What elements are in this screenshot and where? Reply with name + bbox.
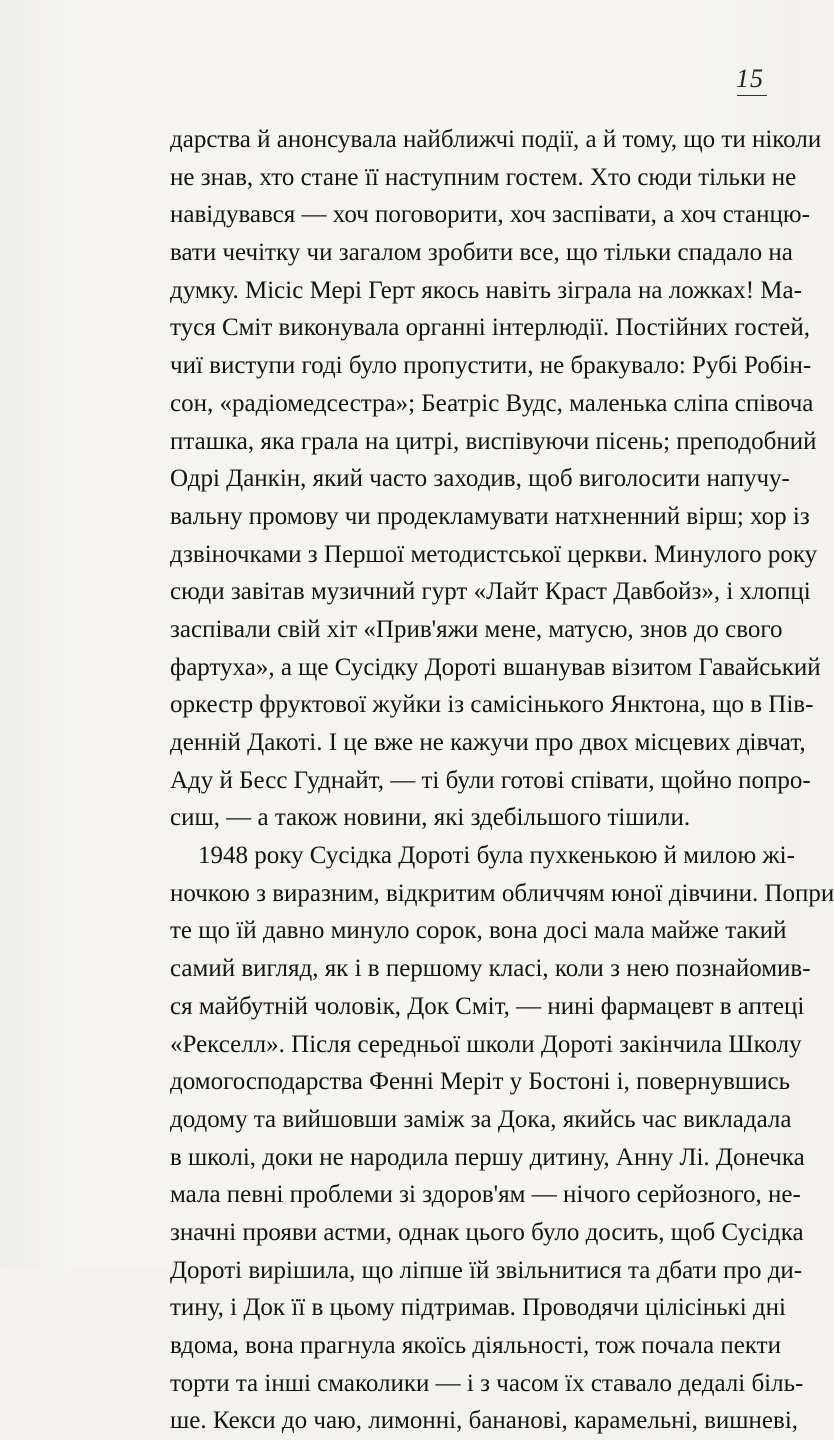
text-line: Дороті вирішила, що ліпше їй звільнитися та дбати про ди- <box>170 1256 803 1284</box>
text-line: не знав, хто стане її наступним гостем. Хто сюди тільки не <box>170 163 797 191</box>
text-line: пташка, яка грала на цитрі, виспівуючи пісень; преподобний <box>170 427 817 455</box>
text-line: сиш, — а також новини, які здебільшого тішили. <box>170 804 691 832</box>
text-line: ше. Кекси до чаю, лимонні, бананові, карамельні, вишневі, <box>170 1407 799 1435</box>
text-line: чиї виступи годі було пропустити, не бракувало: Рубі Робін- <box>170 352 812 380</box>
body-text <box>170 121 834 1440</box>
text-line: тину, і Док її в цьому підтримав. Проводячи цілісінькі дні <box>170 1294 786 1322</box>
paragraph-first-line: 1948 року Сусідка Дороті була пухкенькою й милою жі- <box>198 842 795 870</box>
text-line: ся майбутній чоловік, Док Сміт, — нині фармацевт в аптеці <box>170 992 805 1020</box>
text-line: самий вигляд, як і в першому класі, коли з нею познайомив- <box>170 955 811 983</box>
text-line: мала певні проблеми зі здоров'ям — нічого серйозного, не- <box>170 1181 801 1209</box>
text-line: вальну промову чи продекламувати натхненний вірш; хор із <box>170 502 810 530</box>
text-line: сюди завітав музичний гурт «Лайт Краст Давбойз», і хлопці <box>170 578 811 606</box>
text-line: вдома, вона прагнула якоїсь діяльності, тож почала пекти <box>170 1332 781 1359</box>
page-number: 15 <box>736 64 764 93</box>
page-number-underline <box>737 95 767 96</box>
text-line: «Рекселл». Після середньої школи Дороті закінчила Школу <box>170 1030 802 1058</box>
text-line: ночкою з виразним, відкритим обличчям юної дівчини. Попри <box>170 879 834 907</box>
text-line: домогосподарства Фенні Меріт у Бостоні і, повернувшись <box>170 1068 791 1096</box>
text-line: оркестр фруктової жуйки із самісінького Янктона, що в Пів- <box>170 691 814 719</box>
text-line: Аду й Бесс Гуднайт, — ті були готові співати, щойно попро- <box>170 766 811 794</box>
text-line: туся Сміт виконувала органні інтерлюдії. Постійних гостей, <box>170 314 810 342</box>
text-line: сон, «радіомедсестра»; Беатріс Вудс, маленька сліпа співоча <box>170 389 814 417</box>
text-line: додому та вийшовши заміж за Дока, якийсь час викладала <box>170 1105 792 1133</box>
text-line: дарства й анонсувала найближчі події, а й тому, що ти ніколи <box>170 126 822 153</box>
text-line: дзвіночками з Першої методистської церкви. Минулого року <box>170 540 818 568</box>
text-line: в школі, доки не народила першу дитину, Анну Лі. Донечка <box>170 1143 805 1171</box>
text-line: значні прояви астми, однак цього було досить, щоб Сусідка <box>170 1218 804 1246</box>
text-line: денній Дакоті. І це вже не кажучи про двох місцевих дівчат, <box>170 729 806 756</box>
text-line: Одрі Данкін, який часто заходив, щоб виголосити напучу- <box>170 465 790 493</box>
text-line: навідувався — хоч поговорити, хоч заспівати, а хоч станцю- <box>170 201 810 229</box>
text-line: вати чечітку чи загалом зробити все, що тільки спадало на <box>170 239 793 267</box>
text-line: думку. Місіс Мері Герт якось навіть зіграла на ложках! Ма- <box>170 276 802 304</box>
text-line: торти та інші смаколики — і з часом їх ставало дедалі біль- <box>170 1369 804 1397</box>
text-line: заспівали свій хіт «Прив'яжи мене, матусю, знов до свого <box>170 615 783 643</box>
text-line: те що їй давно минуло сорок, вона досі мала майже такий <box>170 917 787 945</box>
text-line: фартуха», а ще Сусідку Дороті вшанував візитом Гавайський <box>170 653 821 681</box>
